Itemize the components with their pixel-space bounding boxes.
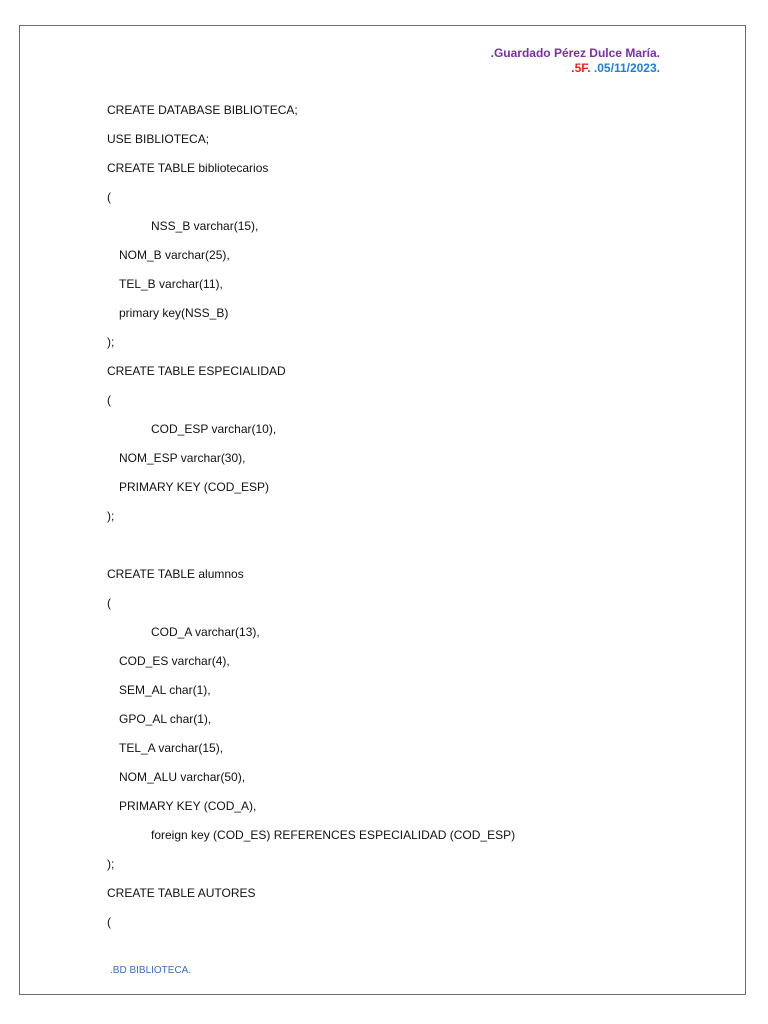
code-line: COD_A varchar(13), xyxy=(151,625,260,639)
code-line: USE BIBLIOTECA; xyxy=(107,132,210,146)
code-line: CREATE TABLE AUTORES xyxy=(107,886,256,900)
page-footer: .BD BIBLIOTECA. xyxy=(110,965,192,976)
code-line: CREATE TABLE alumnos xyxy=(107,567,244,581)
page-header xyxy=(491,46,660,76)
code-line: NOM_ALU varchar(50), xyxy=(119,770,246,784)
code-line: SEM_AL char(1), xyxy=(119,683,211,697)
group-label: .5F. xyxy=(571,61,591,75)
code-line: TEL_B varchar(11), xyxy=(119,277,223,291)
author-name: .Guardado Pérez Dulce María. xyxy=(490,46,660,60)
code-line: ( xyxy=(107,915,111,929)
code-line: ); xyxy=(107,509,115,523)
code-line: NOM_ESP varchar(30), xyxy=(119,451,246,465)
code-line: ( xyxy=(107,393,111,407)
code-line: NOM_B varchar(25), xyxy=(119,248,230,262)
code-line: TEL_A varchar(15), xyxy=(119,741,224,755)
code-line xyxy=(107,531,515,560)
code-line: CREATE TABLE ESPECIALIDAD xyxy=(107,364,286,378)
code-line: CREATE DATABASE BIBLIOTECA; xyxy=(107,103,298,117)
sql-code-block xyxy=(107,96,515,937)
document-page xyxy=(19,25,746,995)
code-line: foreign key (COD_ES) REFERENCES ESPECIALIDAD (COD_ESP) xyxy=(151,828,516,842)
code-line: CREATE TABLE bibliotecarios xyxy=(107,161,269,175)
code-line: primary key(NSS_B) xyxy=(119,306,229,320)
code-line: ); xyxy=(107,857,115,871)
code-line: ); xyxy=(107,335,115,349)
code-line: COD_ESP varchar(10), xyxy=(151,422,277,436)
code-line: ( xyxy=(107,596,111,610)
code-line: PRIMARY KEY (COD_ESP) xyxy=(119,480,270,494)
code-line: GPO_AL char(1), xyxy=(119,712,212,726)
group-date-line xyxy=(491,61,660,76)
code-line: COD_ES varchar(4), xyxy=(119,654,230,668)
code-line: PRIMARY KEY (COD_A), xyxy=(119,799,257,813)
code-line: NSS_B varchar(15), xyxy=(151,219,259,233)
code-line: ( xyxy=(107,190,111,204)
date-label: .05/11/2023. xyxy=(593,61,660,75)
